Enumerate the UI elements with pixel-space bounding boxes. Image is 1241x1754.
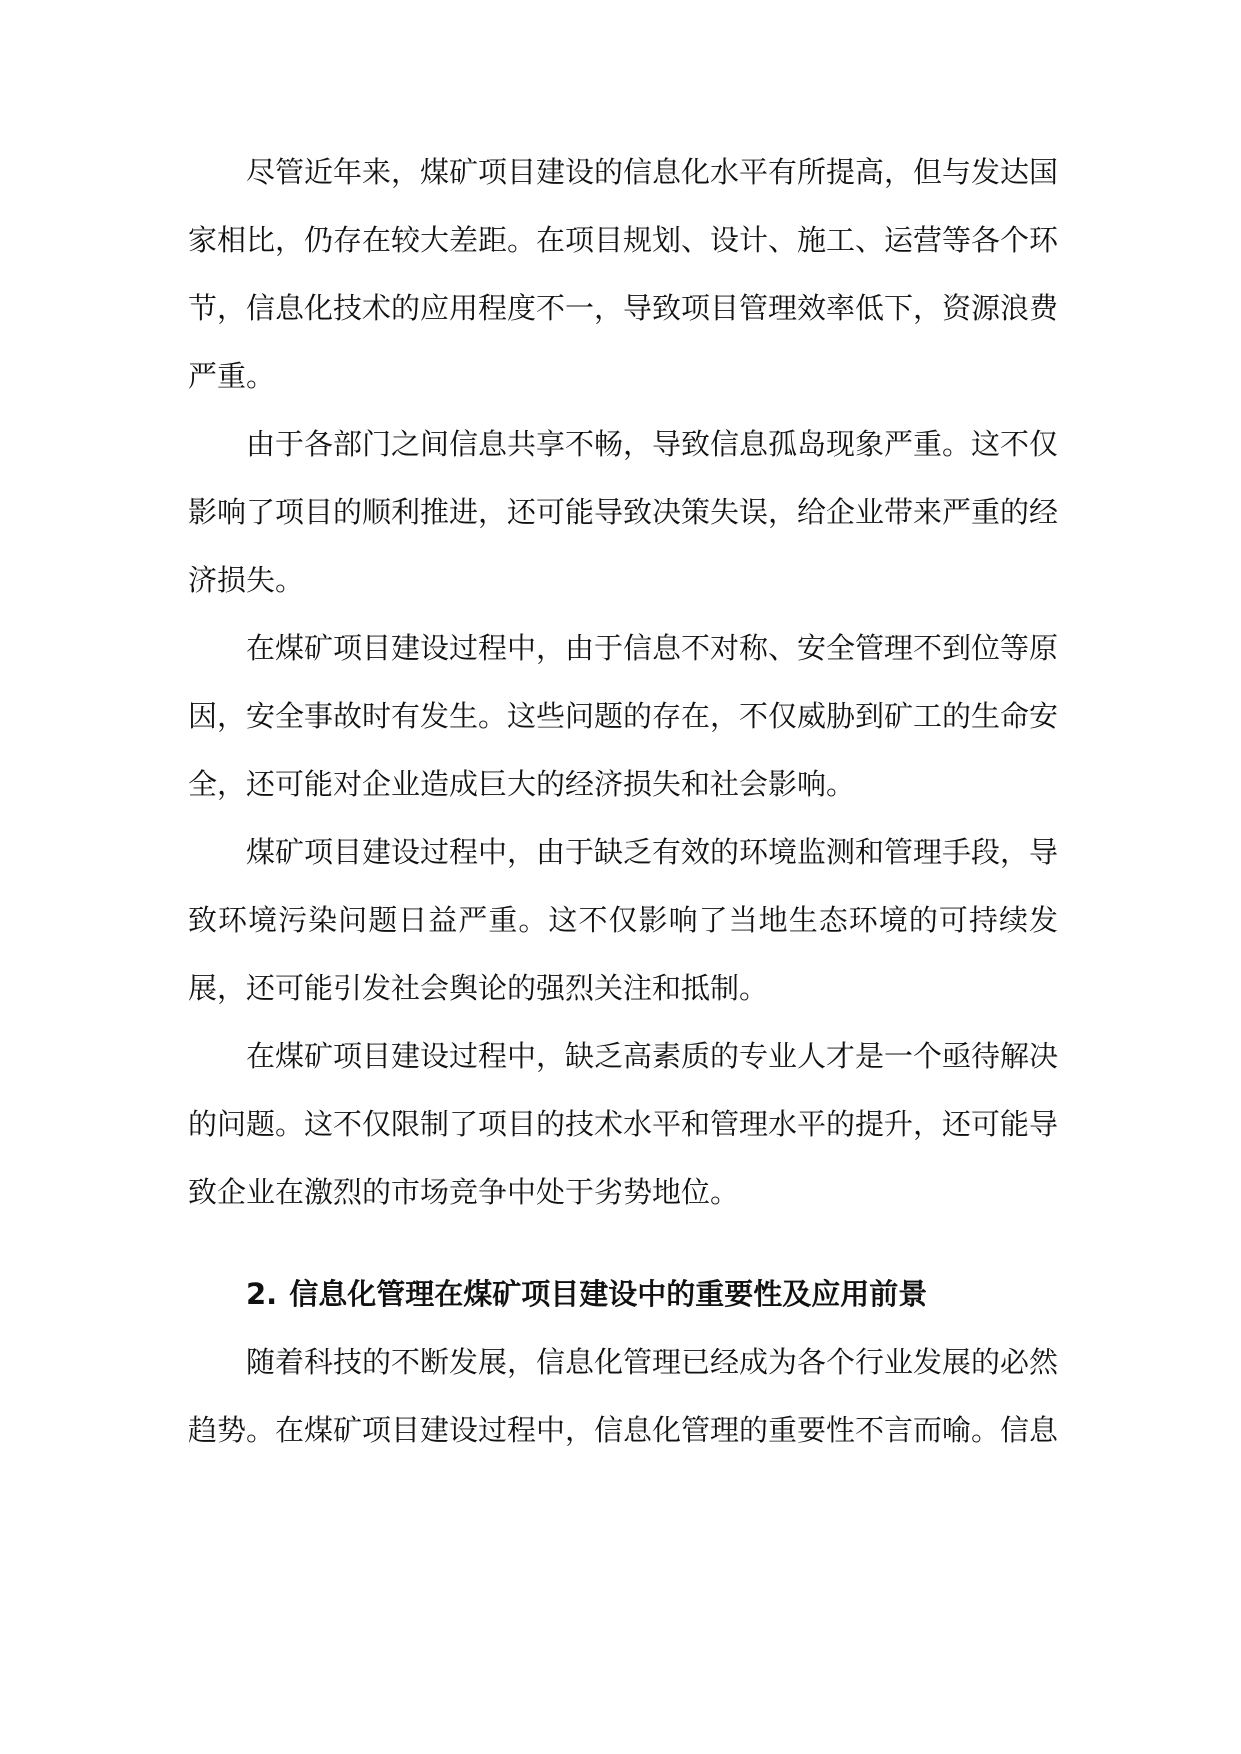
section-heading bbox=[188, 1260, 1058, 1328]
body-paragraph: 煤矿项目建设过程中，由于缺乏有效的环境监测和管理手段，导致环境污染问题日益严重。这不仅影响了当地生态环境的可持续发展，还可能引发社会舆论的强烈关注和抵制。 bbox=[188, 835, 1059, 1005]
body-paragraph: 随着科技的不断发展，信息化管理已经成为各个行业发展的必然趋势。在煤矿项目建设过程中，信息化管理的重要性不言而喻。信息 bbox=[188, 1345, 1059, 1447]
section-number: 2. bbox=[246, 1277, 278, 1311]
body-paragraph: 由于各部门之间信息共享不畅，导致信息孤岛现象严重。这不仅影响了项目的顺利推进，还可能导致决策失误，给企业带来严重的经济损失。 bbox=[188, 427, 1059, 597]
body-paragraph: 在煤矿项目建设过程中，由于信息不对称、安全管理不到位等原因，安全事故时有发生。这些问题的存在，不仅威胁到矿工的生命安全，还可能对企业造成巨大的经济损失和社会影响。 bbox=[188, 631, 1059, 801]
section-title: 信息化管理在煤矿项目建设中的重要性及应用前景 bbox=[289, 1277, 928, 1311]
document-body bbox=[188, 138, 1058, 1464]
body-paragraph: 在煤矿项目建设过程中，缺乏高素质的专业人才是一个亟待解决的问题。这不仅限制了项目的技术水平和管理水平的提升，还可能导致企业在激烈的市场竞争中处于劣势地位。 bbox=[188, 1039, 1059, 1209]
body-paragraph: 尽管近年来，煤矿项目建设的信息化水平有所提高，但与发达国家相比，仍存在较大差距。在项目规划、设计、施工、运营等各个环节，信息化技术的应用程度不一，导致项目管理效率低下，资源浪费严重。 bbox=[188, 155, 1059, 393]
